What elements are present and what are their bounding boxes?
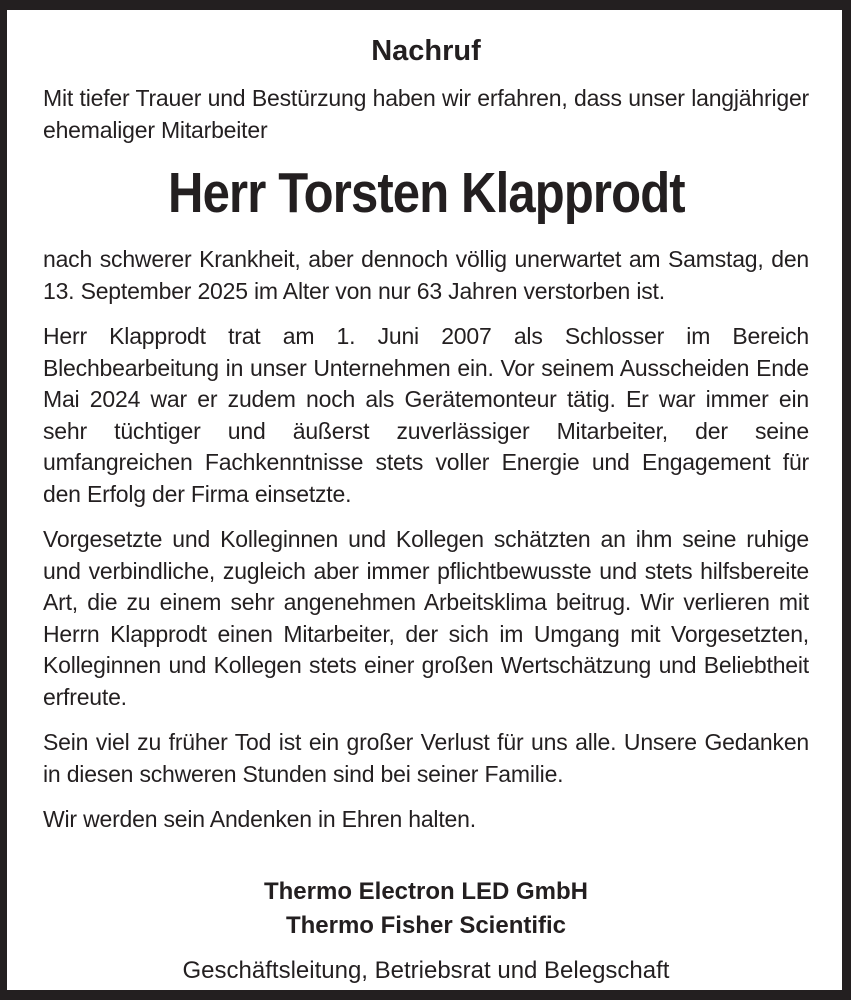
company-block (43, 876, 809, 941)
body-paragraph-remembrance: Wir werden sein Andenken in Ehren halten. (43, 806, 476, 832)
intro-paragraph: Mit tiefer Trauer und Bestürzung haben wir erfahren, dass unser langjähriger ehemaliger Mitarbeiter (43, 85, 809, 143)
company-line-2: Thermo Fisher Scientific (285, 911, 567, 939)
obituary-title: Nachruf (371, 35, 481, 67)
body-paragraph-appreciation: Vorgesetzte und Kolleginnen und Kollegen schätzten an ihm seine ruhige und verbindliche, zugleich aber immer pflichtbewusste und stets hilfsbereite Art, die zu einem sehr angenehmen Arbeitsklima beitrug. Wir verlieren mit Herrn Klapprodt einen Mitarbeiter, der sich im Umgang mit Vorgesetzten, Kolleginnen und Kollegen stets einer großen Wertschätzung und Beliebtheit erfreute. (43, 526, 809, 710)
body-paragraph-career: Herr Klapprodt trat am 1. Juni 2007 als Schlosser im Bereich Blechbearbeitung in unser Unternehmen ein. Vor seinem Ausscheiden Ende Mai 2024 war er zudem noch als Gerätemonteur tätig. Er war immer ein sehr tüchtiger und äußerst zuverlässiger Mitarbeiter, der seine umfangreichen Fachkenntnisse stets voller Energie und Engagement für den Erfolg der Firma einsetzte. (43, 323, 809, 507)
deceased-name: Herr Torsten Klapprodt (167, 161, 685, 225)
body-paragraph-death-details: nach schwerer Krankheit, aber dennoch völlig unerwartet am Samstag, den 13. September 2025 im Alter von nur 63 Jahren verstorben ist. (43, 246, 809, 304)
deceased-name-block (43, 161, 809, 225)
signature-line: Geschäftsleitung, Betriebsrat und Belegschaft (182, 956, 670, 984)
company-line-1: Thermo Electron LED GmbH (263, 877, 589, 905)
body-paragraph-condolence: Sein viel zu früher Tod ist ein großer Verlust für uns alle. Unsere Gedanken in diesen schweren Stunden sind bei seiner Familie. (43, 729, 809, 787)
